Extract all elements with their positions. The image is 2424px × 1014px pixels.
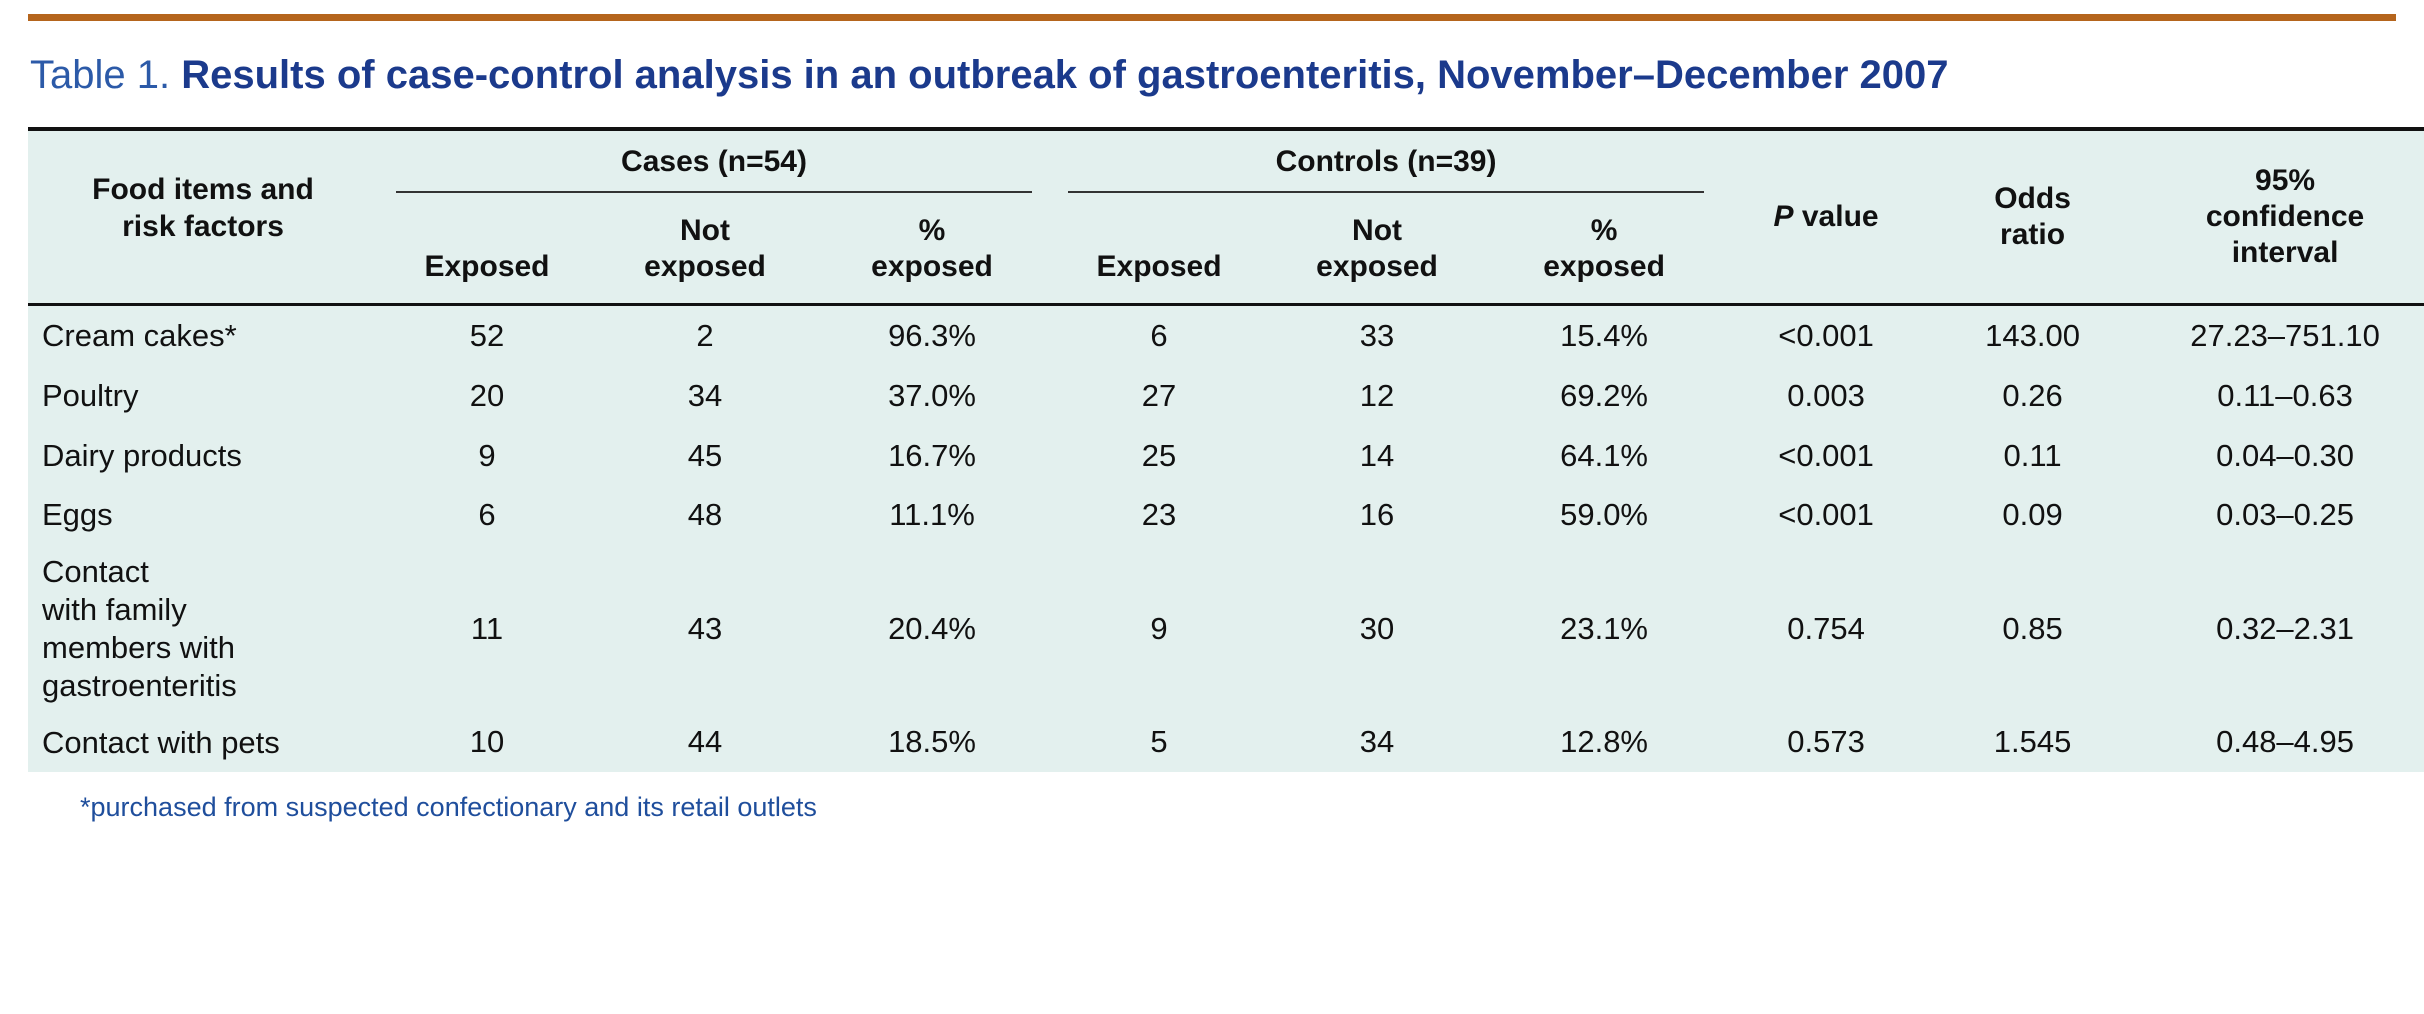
column-header-controls-pct-line1: % (1590, 214, 1618, 247)
cell-food-item: Contact with pets (42, 724, 280, 760)
cell-controls-pct: 64.1% (1560, 437, 1648, 473)
cell-odds-ratio: 1.545 (1993, 724, 2072, 760)
cell-food-item: Dairy products (42, 437, 242, 473)
column-header-confidence-interval (2135, 129, 2424, 305)
table-row (28, 305, 2424, 366)
cell-controls-not-exposed: 12 (1359, 377, 1395, 413)
cell-confidence-interval: 0.32–2.31 (2216, 610, 2355, 646)
table-body (28, 305, 2424, 773)
cell-controls-exposed: 25 (1141, 437, 1177, 473)
cell-cases-not-exposed: 48 (687, 497, 723, 533)
caption-label: Table 1. (30, 53, 171, 97)
column-group-header-cases (378, 129, 1050, 203)
cell-confidence-interval: 27.23–751.10 (2190, 317, 2380, 353)
cell-odds-ratio: 0.09 (2002, 497, 2063, 533)
cell-food-item: Eggs (42, 497, 113, 533)
table-row (28, 713, 2424, 773)
column-header-controls-not-exposed-line1: Not (1352, 214, 1403, 247)
table-row (28, 485, 2424, 545)
cell-cases-not-exposed: 2 (696, 317, 714, 353)
cell-cases-pct: 20.4% (888, 610, 976, 646)
column-header-cases-not-exposed (596, 203, 814, 305)
cell-controls-exposed: 6 (1150, 317, 1168, 353)
column-group-header-controls-label: Controls (n=39) (1068, 145, 1704, 193)
cell-odds-ratio: 0.11 (2003, 437, 2062, 473)
cell-odds-ratio: 143.00 (1985, 317, 2080, 353)
cell-cases-exposed: 9 (478, 437, 496, 473)
table-footnote: *purchased from suspected confectionary and its retail outlets (80, 792, 817, 823)
column-header-cases-pct-line1: % (918, 214, 946, 247)
column-header-odds-ratio (1930, 129, 2135, 305)
cell-cases-not-exposed: 34 (687, 377, 723, 413)
cell-controls-not-exposed: 34 (1359, 724, 1395, 760)
table-header (28, 129, 2424, 305)
column-header-odds-ratio-line2: ratio (2000, 218, 2066, 251)
cell-cases-pct: 16.7% (888, 437, 976, 473)
column-header-food-items-line1: Food items and (92, 173, 314, 207)
cell-food-item: Cream cakes* (42, 318, 237, 353)
cell-p-value: <0.001 (1778, 317, 1874, 353)
cell-p-value: <0.001 (1778, 437, 1874, 473)
table-header-group-row (28, 129, 2424, 203)
cell-confidence-interval: 0.11–0.63 (2217, 377, 2353, 413)
cell-cases-not-exposed: 44 (687, 724, 723, 760)
cell-controls-exposed: 27 (1141, 377, 1177, 413)
column-header-controls-pct-exposed (1486, 203, 1722, 305)
cell-cases-exposed: 6 (478, 497, 496, 533)
cell-cases-not-exposed: 45 (687, 437, 723, 473)
column-header-food-items-line2: risk factors (122, 210, 284, 243)
column-group-header-controls (1050, 129, 1722, 203)
cell-odds-ratio: 0.26 (2002, 377, 2063, 413)
cell-confidence-interval: 0.03–0.25 (2216, 497, 2355, 533)
cell-cases-exposed: 20 (469, 377, 505, 413)
caption-title: Results of case-control analysis in an outbreak of gastroenteritis, November–December 2007 (181, 53, 1949, 97)
results-table (28, 127, 2424, 772)
cell-controls-pct: 23.1% (1560, 610, 1648, 646)
cell-controls-exposed: 9 (1150, 610, 1168, 646)
cell-odds-ratio: 0.85 (2002, 610, 2063, 646)
cell-controls-not-exposed: 33 (1359, 317, 1395, 353)
cell-controls-not-exposed: 14 (1359, 437, 1395, 473)
table-row (28, 366, 2424, 426)
cell-p-value: 0.573 (1787, 724, 1865, 760)
column-header-ci-line2: confidence (2205, 200, 2365, 233)
cell-controls-pct: 59.0% (1560, 497, 1648, 533)
column-header-controls-not-exposed (1268, 203, 1486, 305)
table-page (0, 14, 2424, 1014)
column-header-p-value-italic: P (1773, 200, 1794, 233)
column-header-controls-not-exposed-line2: exposed (1316, 250, 1438, 283)
cell-food-item: Poultry (42, 377, 139, 413)
column-header-cases-not-exposed-line2: exposed (644, 250, 766, 283)
cell-controls-exposed: 5 (1150, 724, 1168, 760)
cell-cases-exposed: 52 (469, 317, 505, 353)
cell-confidence-interval: 0.04–0.30 (2216, 437, 2355, 473)
cell-controls-not-exposed: 30 (1359, 610, 1395, 646)
cell-cases-exposed: 10 (469, 724, 505, 760)
cell-confidence-interval: 0.48–4.95 (2216, 724, 2355, 760)
cell-cases-exposed: 11 (470, 610, 504, 646)
column-group-header-cases-label: Cases (n=54) (396, 145, 1032, 193)
column-header-food-items (28, 129, 378, 305)
column-header-cases-exposed: Exposed (378, 203, 596, 305)
cell-cases-not-exposed: 43 (687, 610, 723, 646)
cell-cases-pct: 18.5% (888, 724, 976, 760)
column-header-controls-pct-line2: exposed (1543, 250, 1665, 283)
cell-cases-pct: 11.1% (889, 497, 975, 533)
table-container (28, 127, 2396, 772)
column-header-controls-exposed: Exposed (1050, 203, 1268, 305)
cell-controls-pct: 69.2% (1560, 377, 1648, 413)
cell-controls-pct: 12.8% (1560, 724, 1648, 760)
column-header-cases-pct-line2: exposed (871, 250, 993, 283)
cell-food-item: Contact with family members with gastroenteritis (42, 554, 237, 703)
cell-controls-exposed: 23 (1141, 497, 1177, 533)
cell-cases-pct: 37.0% (888, 377, 976, 413)
cell-p-value: <0.001 (1778, 497, 1874, 533)
column-header-cases-pct-exposed (814, 203, 1050, 305)
column-header-odds-ratio-line1: Odds (1994, 182, 2071, 215)
column-header-cases-not-exposed-line1: Not (680, 214, 730, 247)
table-row (28, 426, 2424, 486)
column-header-p-value (1722, 129, 1930, 305)
top-rule-divider (28, 14, 2396, 21)
table-row (28, 545, 2424, 712)
cell-p-value: 0.003 (1787, 377, 1865, 413)
cell-controls-not-exposed: 16 (1359, 497, 1395, 533)
column-header-ci-line3: interval (2231, 236, 2339, 269)
cell-p-value: 0.754 (1787, 610, 1865, 646)
table-caption (30, 51, 2396, 99)
cell-cases-pct: 96.3% (888, 317, 976, 353)
cell-controls-pct: 15.4% (1560, 317, 1648, 353)
column-header-ci-line1: 95% (2255, 164, 2316, 197)
column-header-p-value-rest: value (1793, 200, 1879, 233)
